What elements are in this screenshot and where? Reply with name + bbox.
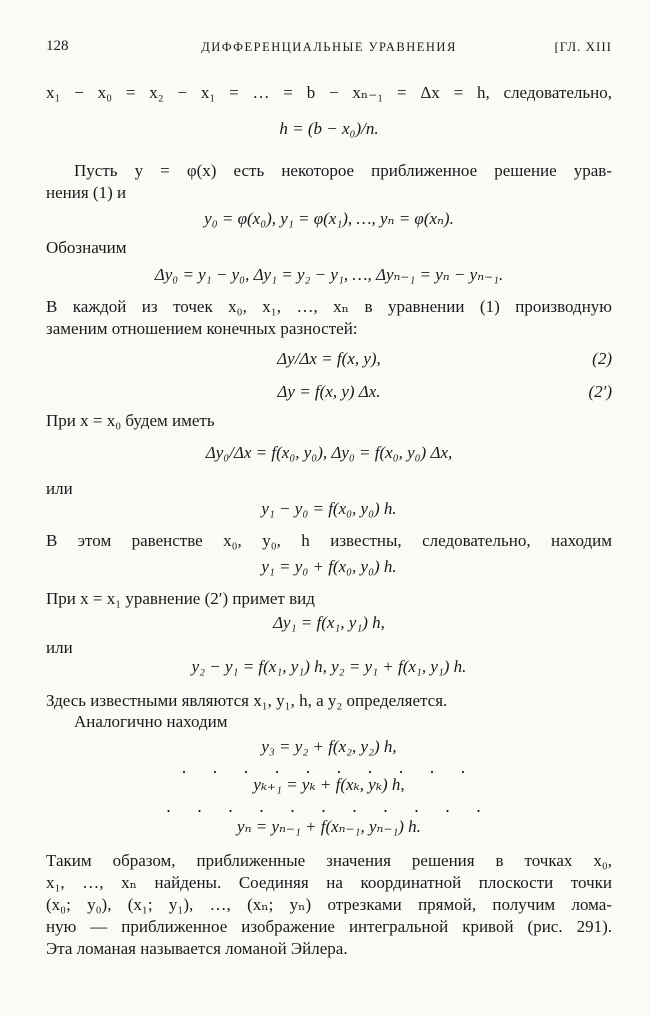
formula-line: y₁ = y₀ + f(x₀, y₀) h. (261, 557, 397, 576)
formula-line: y₀ = φ(x₀), y₁ = φ(x₁), …, yₙ = φ(xₙ). (204, 209, 454, 228)
formula-line (46, 381, 612, 403)
text-line: Обозначим (46, 238, 127, 257)
equation-tag: (2) (592, 349, 612, 368)
formula-line: Δy₁ = f(x₁, y₁) h, (273, 613, 385, 632)
formula-line: h = (b − x₀)/n. (279, 119, 379, 138)
formula-line: Δy₀/Δx = f(x₀, y₀), Δy₀ = f(x₀, y₀) Δx, (205, 443, 453, 462)
formula-line: y₃ = y₂ + f(x₂, y₂) h, (261, 737, 397, 756)
formula-line (46, 348, 612, 370)
running-header (46, 38, 612, 60)
text-line: нения (1) и (46, 183, 127, 202)
text-line: При x = x₁ уравнение (2′) примет вид (46, 589, 315, 608)
text-line: Здесь известными являются x₁, y₁, h, а y₂ определяется. (46, 691, 448, 710)
text-line: (x₀; y₀), (x₁; y₁), …, (xₙ; yₙ) отрезками прямой, получим лома- (46, 895, 612, 914)
equation-2-prime: Δy = f(x, y) Δx. (277, 382, 381, 401)
text-line: ную — приближенное изображение интегральной кривой (рис. 291). (46, 917, 612, 936)
text-line: В каждой из точек x₀, x₁, …, xₙ в уравнении (1) производную (46, 297, 612, 316)
equation-tag: (2′) (588, 382, 612, 401)
text-line: x₁, …, xₙ найдены. Соединяя на координатной плоскости точки (46, 873, 612, 892)
text-line: x₁ − x₀ = x₂ − x₁ = … = b − xₙ₋₁ = Δx = h, следовательно, (46, 83, 612, 102)
formula-line: yₙ = yₙ₋₁ + f(xₙ₋₁, yₙ₋₁) h. (237, 817, 421, 836)
text-line: или (46, 479, 73, 498)
chapter-label: [ГЛ. XIII (554, 39, 612, 54)
formula-line: y₁ − y₀ = f(x₀, y₀) h. (261, 499, 397, 518)
text-line: В этом равенстве x₀, y₀, h известны, следовательно, находим (46, 531, 612, 550)
formula-line: yₖ₊₁ = yₖ + f(xₖ, yₖ) h, (253, 775, 405, 794)
equation-2: Δy/Δx = f(x, y), (277, 349, 381, 368)
text-line: Аналогично находим (74, 712, 228, 731)
text-line: Пусть y = φ(x) есть некоторое приближенное решение урав- (74, 161, 612, 180)
text-line: заменим отношением конечных разностей: (46, 319, 358, 338)
ellipsis-row: . . . . . . . . . . (181, 757, 477, 777)
text-line: При x = x₀ будем иметь (46, 411, 215, 430)
text-line: Таким образом, приближенные значения решения в точках x₀, (46, 851, 612, 870)
text-line: или (46, 638, 73, 657)
running-title: ДИФФЕРЕНЦИАЛЬНЫЕ УРАВНЕНИЯ (201, 40, 457, 54)
ellipsis-row: . . . . . . . . . . . (166, 796, 492, 816)
page-number: 128 (46, 38, 69, 54)
text-line: Эта ломаная называется ломаной Эйлера. (46, 939, 348, 958)
formula-line: y₂ − y₁ = f(x₁, y₁) h, y₂ = y₁ + f(x₁, y₁) h. (191, 657, 467, 676)
formula-line: Δy₀ = y₁ − y₀, Δy₁ = y₂ − y₁, …, Δyₙ₋₁ = yₙ − yₙ₋₁. (154, 265, 504, 284)
